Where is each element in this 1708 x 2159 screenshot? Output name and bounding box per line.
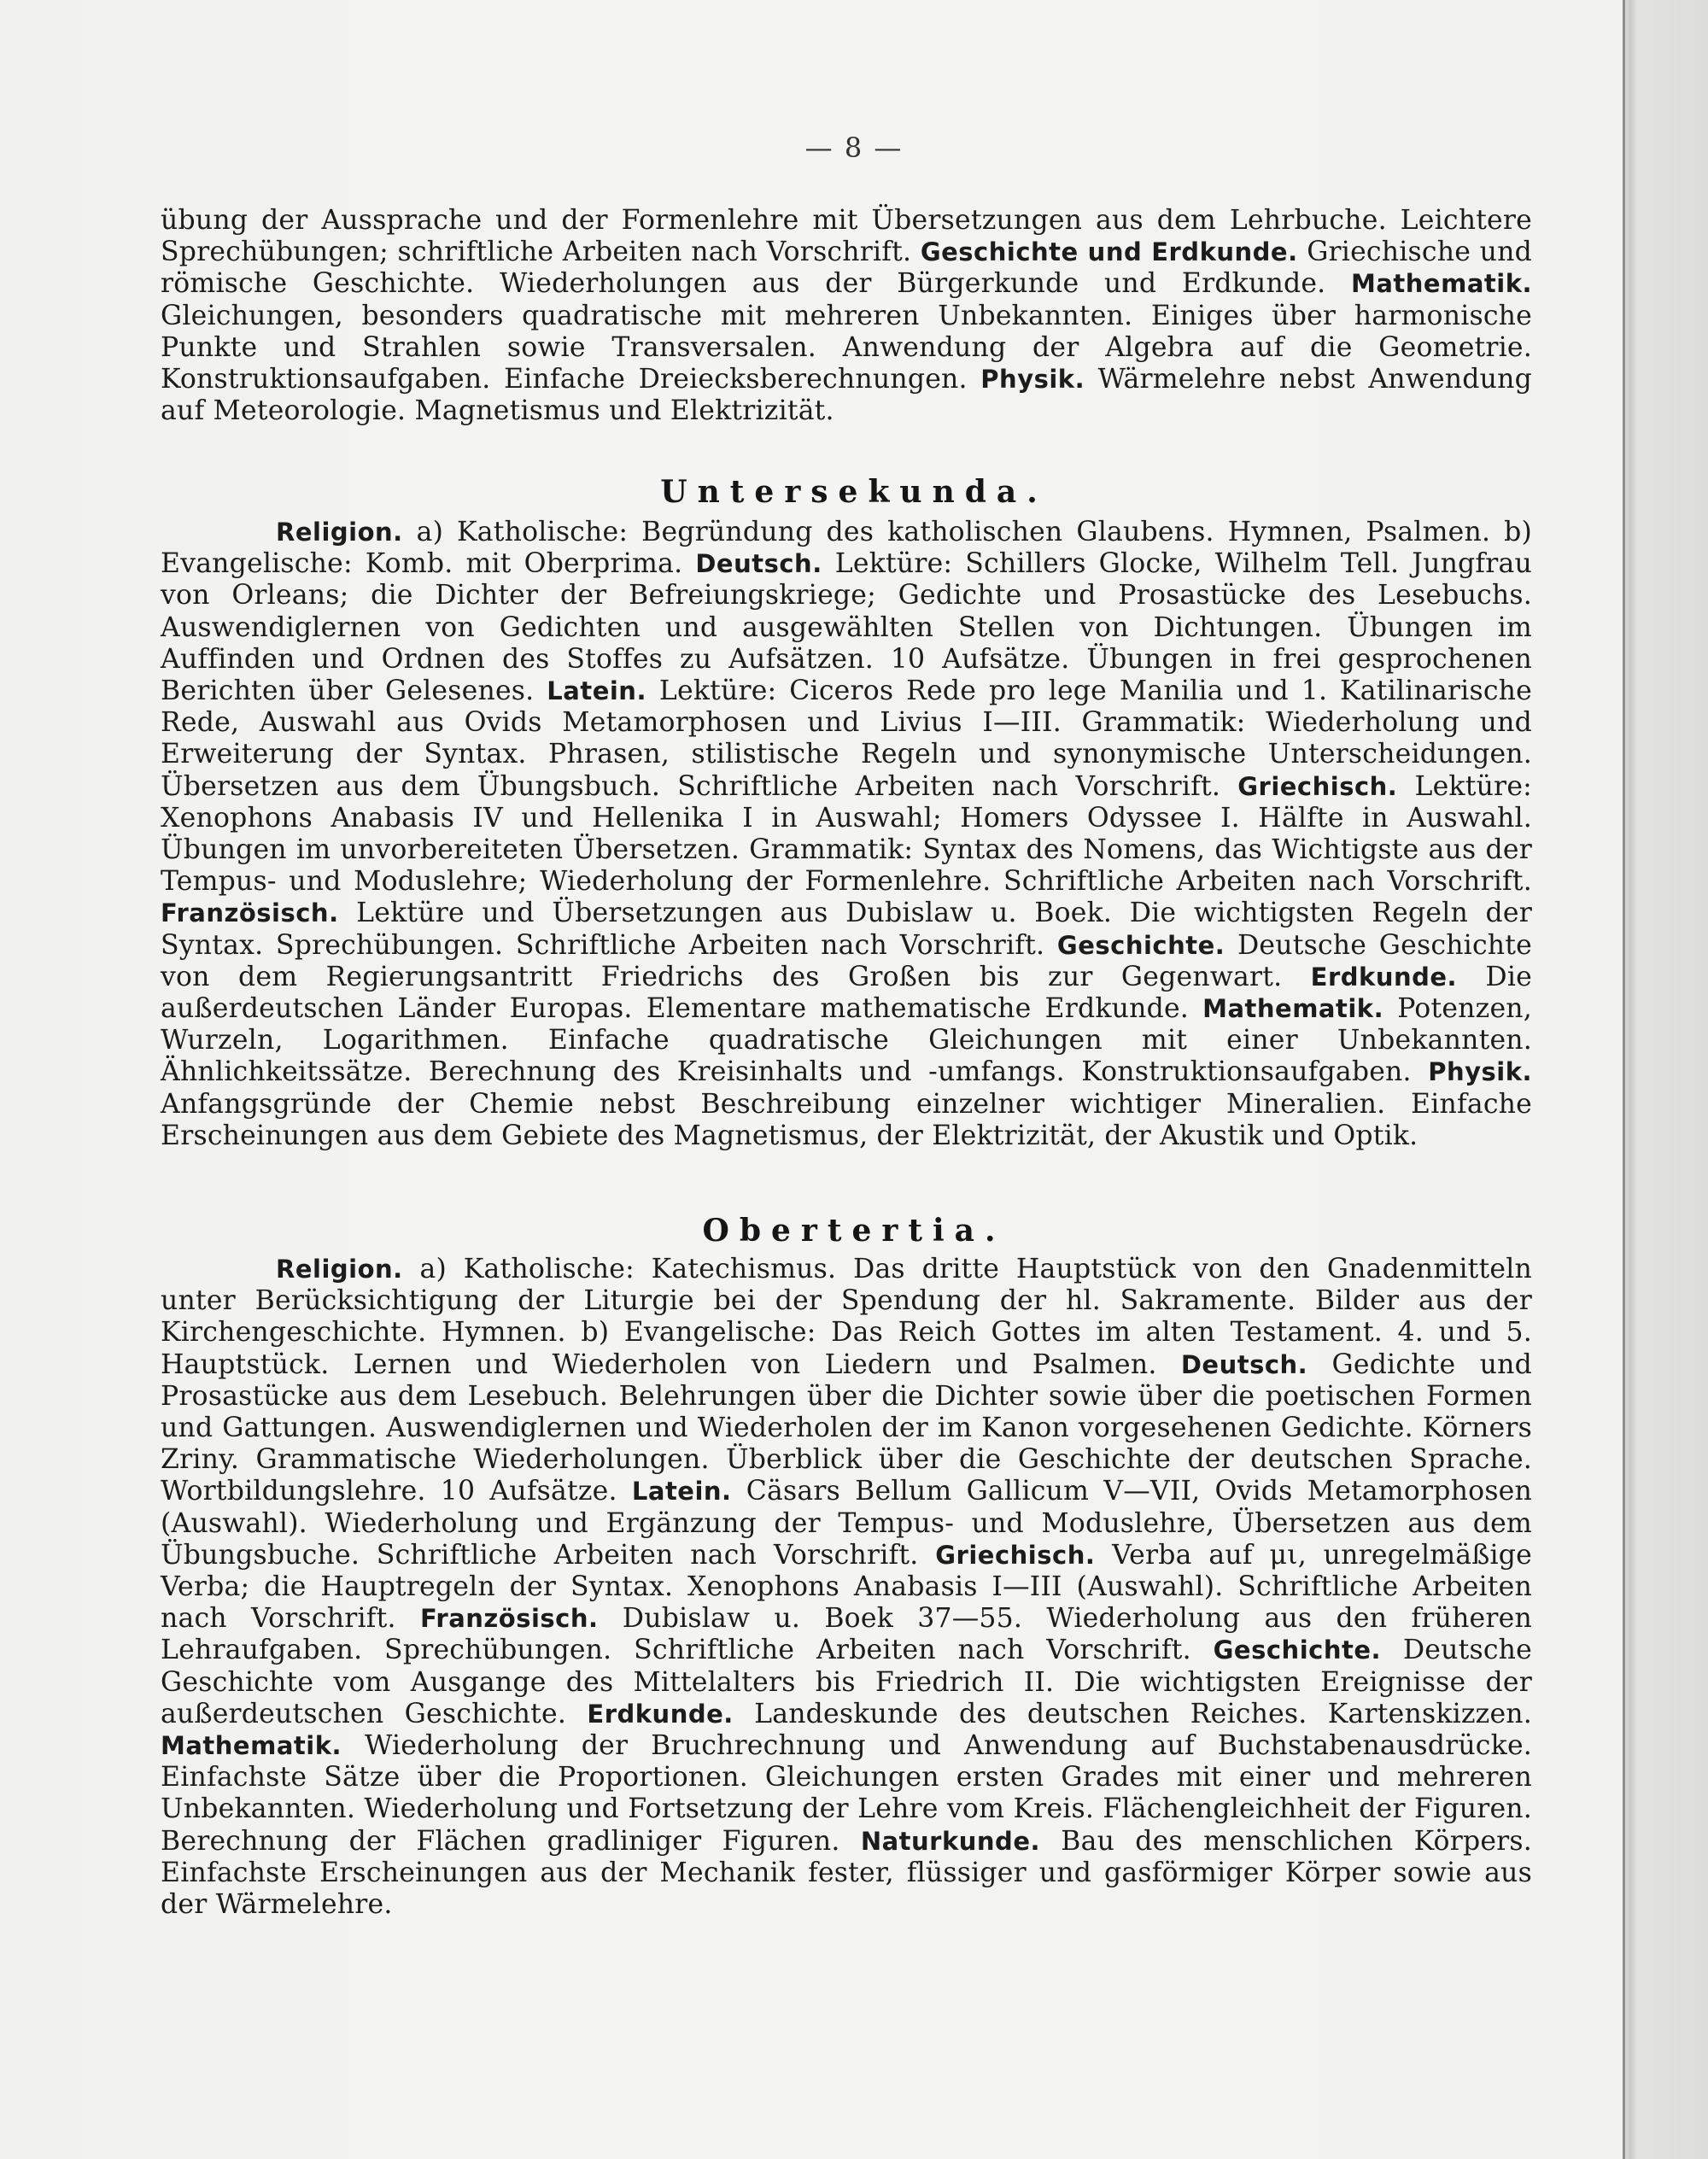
text-run: Lektüre: Xenophons Anabasis IV und Hellenika I in Auswahl; Homers Odyssee I. Hälfte in Auswahl. Übungen im unvorbereiteten Übersetzen. Grammatik: Syntax des Nomens, das Wichtigste aus der Tempus- und Moduslehre; Wiederholung der Formenlehre. Schriftliche Arbeiten nach Vorschrift. <box>161 770 1532 898</box>
subject-label: Erdkunde. <box>587 1699 734 1729</box>
text-run: Deutsche Geschichte vom Ausgange des Mittelalters bis Friedrich II. Die wichtigsten Ereignisse der außerdeutschen Geschichte. <box>161 1635 1532 1729</box>
subject-label: Erdkunde. <box>1310 962 1458 992</box>
text-run: a) Katholische: Katechismus. Das dritte Hauptstück von den Gnadenmitteln unter Berücksichtigung der Liturgie bei der Spendung der hl. Sakramente. Bilder aus der Kirchengeschichte. Hymnen. b) Evangelische: Das Reich Gottes im alten Testament. 4. und 5. Hauptstück. Lernen und Wiederholen von Liedern und Psalmen. <box>161 1254 1533 1380</box>
text-run: Bau des menschlichen Körpers. Einfachste Erscheinungen aus der Mechanik fester, flüssiger und gasförmiger Körper sowie aus der Wärmelehre. <box>161 1825 1533 1921</box>
text-run: Potenzen, Wurzeln, Logarithmen. Einfache quadratische Gleichungen mit einer Unbekannten. Ähnlichkeitssätze. Berechnung des Kreisinhalts und -umfangs. Konstruktionsaufgaben. <box>161 993 1532 1088</box>
subject-label: Naturkunde. <box>860 1826 1040 1856</box>
paragraph <box>161 517 1532 1152</box>
subject-label: Mathematik. <box>1202 994 1384 1024</box>
text-run: Gedichte und Prosastücke aus dem Lesebuch. Belehrungen über die Dichter sowie über die poetischen Formen und Gattungen. Auswendiglernen und Wiederholen der im Kanon vorgesehenen Gedichte. Körners Zriny. Grammatische Wiederholungen. Überblick über die Geschichte der deutschen Sprache. Wortbildungslehre. 10 Aufsätze. <box>161 1349 1532 1507</box>
text-run: Lektüre: Schillers Glocke, Wilhelm Tell. Jungfrau von Orleans; die Dichter der Befreiungskriege; Gedichte und Prosastücke des Lesebuchs. Auswendiglernen von Gedichten und ausgewählten Stellen von Dichtungen. Übungen im Auffinden und Ordnen des Stoffes zu Aufsätzen. 10 Aufsätze. Übungen in frei gesprochenen Berichten über Gelesenes. <box>161 548 1533 707</box>
subject-label: Religion. <box>276 518 403 547</box>
subject-label: Deutsch. <box>695 549 822 579</box>
subject-label: Französisch. <box>419 1604 599 1634</box>
text-run: a) Katholische: Begründung des katholischen Glaubens. Hymnen, Psalmen. b) Evangelische: Komb. mit Oberprima. <box>161 517 1532 580</box>
text-run: Gleichungen, besonders quadratische mit mehreren Unbekannten. Einiges über harmonische Punkte und Strahlen sowie Transversalen. Anwendung der Algebra auf die Geometrie. Konstruktionsaufgaben. Einfache Dreiecksberechnungen. <box>161 300 1532 395</box>
paragraph <box>161 1254 1532 1921</box>
text-run: Wiederholung der Bruchrechnung und Anwendung auf Buchstabenausdrücke. Einfachste Sätze über die Proportionen. Gleichungen ersten Grades mit einer und mehreren Unbekannten. Wiederholung und Fortsetzung der Lehre vom Kreis. Flächengleichheit der Figuren. Berechnung der Flächen gradliniger Figuren. <box>161 1730 1532 1857</box>
untersekunda-paragraph <box>161 517 1532 1152</box>
subject-label: Physik. <box>980 365 1085 395</box>
text-run: Deutsche Geschichte von dem Regierungsantritt Friedrichs des Großen bis zur Gegenwart. <box>161 929 1532 992</box>
text-run: übung der Aussprache und der Formenlehre mit Übersetzungen aus dem Lehrbuche. Leichtere Sprechübungen; schriftliche Arbeiten nach Vorschrift. <box>161 205 1532 268</box>
text-run: Lektüre und Übersetzungen aus Dubislaw u. Boek. Die wichtigsten Regeln der Syntax. Sprechübungen. Schriftliche Arbeiten nach Vorschrift. <box>161 898 1532 961</box>
text-run: Die außerdeutschen Länder Europas. Elementare mathematische Erdkunde. <box>161 961 1532 1025</box>
text-run: Cäsars Bellum Gallicum V—VII, Ovids Metamorphosen (Auswahl). Wiederholung und Ergänzung der Tempus- und Moduslehre, Übersetzen aus dem Übungsbuche. Schriftliche Arbeiten nach Vorschrift. <box>161 1476 1533 1571</box>
obertertia-paragraph <box>161 1254 1532 1921</box>
paragraph <box>161 205 1532 427</box>
text-run: Landeskunde des deutschen Reiches. Kartenskizzen. <box>754 1698 1533 1729</box>
page-edge-shadow <box>1623 0 1708 2159</box>
subject-label: Griechisch. <box>935 1540 1096 1570</box>
subject-label: Griechisch. <box>1237 771 1398 801</box>
section-heading-untersekunda: Untersekunda. <box>660 474 1048 510</box>
subject-label: Geschichte. <box>1213 1635 1382 1665</box>
text-run: Griechische und römische Geschichte. Wiederholungen aus der Bürgerkunde und Erdkunde. <box>161 237 1532 300</box>
text-run: Dubislaw u. Boek 37—55. Wiederholung aus den früheren Lehraufgaben. Sprechübungen. Schriftliche Arbeiten nach Vorschrift. <box>161 1603 1532 1666</box>
subject-label: Physik. <box>1428 1057 1532 1087</box>
subject-label: Mathematik. <box>1351 269 1532 299</box>
subject-label: Latein. <box>547 676 646 706</box>
subject-label: Latein. <box>631 1477 732 1507</box>
page-number: — 8 — <box>804 132 904 164</box>
text-run: Anfangsgründe der Chemie nebst Beschreibung einzelner wichtiger Mineralien. Einfache Erscheinungen aus dem Gebiete des Magnetismus, der Elektrizität, der Akustik und Optik. <box>161 1088 1532 1151</box>
subject-label: Mathematik. <box>161 1731 342 1761</box>
subject-label: Religion. <box>276 1255 403 1284</box>
subject-label: Französisch. <box>161 898 339 928</box>
intro-paragraph <box>161 205 1532 427</box>
text-run: Verba auf μι, unregelmäßige Verba; die Hauptregeln der Syntax. Xenophons Anabasis I—III (Auswahl). Schriftliche Arbeiten nach Vorschrift. <box>161 1539 1532 1635</box>
section-heading-obertertia: Obertertia. <box>702 1213 1006 1249</box>
text-run: Lektüre: Ciceros Rede pro lege Manilia und 1. Katilinarische Rede, Auswahl aus Ovids Metamorphosen und Livius I—III. Grammatik: Wiederholung und Erweiterung der Syntax. Phrasen, stilistische Regeln und synonymische Unterscheidungen. Übersetzen aus dem Übungsbuch. Schriftliche Arbeiten nach Vorschrift. <box>161 676 1532 802</box>
subject-label: Geschichte. <box>1056 930 1225 960</box>
subject-label: Deutsch. <box>1180 1349 1308 1379</box>
subject-label: Geschichte und Erdkunde. <box>920 237 1298 267</box>
text-run: Wärmelehre nebst Anwendung auf Meteorologie. Magnetismus und Elektrizität. <box>161 364 1532 427</box>
